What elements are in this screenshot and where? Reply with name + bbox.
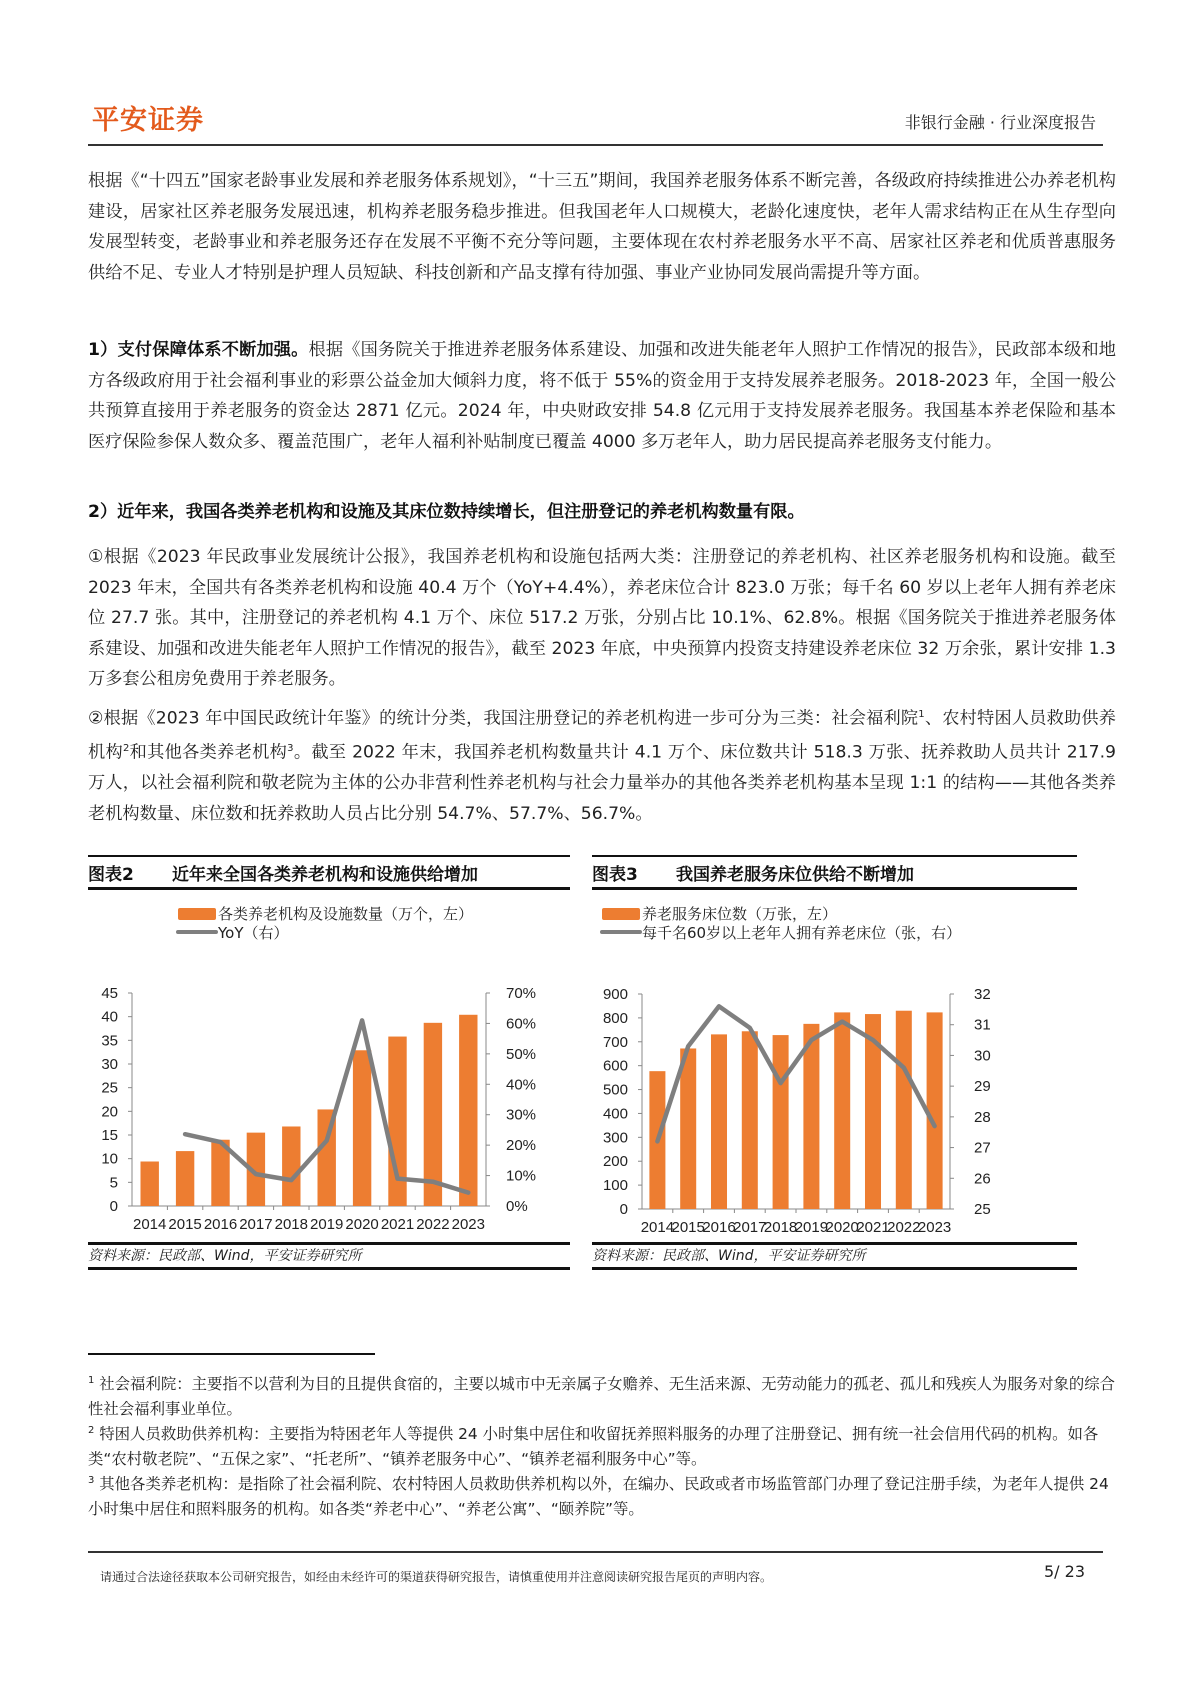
left-tick-label: 30 bbox=[101, 1056, 118, 1073]
left-tick-label: 40 bbox=[101, 1008, 118, 1026]
left-tick-label: 45 bbox=[101, 985, 118, 1002]
footnote-3-number: 3 bbox=[88, 1475, 95, 1486]
right-tick-label: 30% bbox=[506, 1106, 537, 1124]
footnote-3-text: 其他各类养老机构：是指除了社会福利院、农村特困人员救助供养机构以外，在编办、民政或者市场监管部门办理了登记注册手续，为老年人提供 24 小时集中居住和照料服务的机构。如各类“养老中心”、“养老公寓”、“颐养院”等。 bbox=[88, 1475, 1109, 1519]
left-tick-label: 300 bbox=[602, 1129, 628, 1147]
footnote-1-text: 社会福利院：主要指不以营利为目的且提供食宿的，主要以城市中无亲属子女赡养、无生活来源、无劳动能力的孤老、孤儿和残疾人为服务对象的综合性社会福利事业单位。 bbox=[88, 1375, 1116, 1419]
figure-3-title: 我国养老服务床位供给不断增加 bbox=[676, 864, 914, 885]
right-tick-label: 20% bbox=[506, 1137, 537, 1155]
left-tick-label: 35 bbox=[101, 1032, 118, 1050]
left-tick-label: 25 bbox=[101, 1079, 118, 1097]
paragraph-payment-heading: 1）支付保障体系不断加强。 bbox=[88, 340, 309, 360]
figure-3 bbox=[592, 855, 1077, 1275]
yearbook-text-a: ②根据《2023 年中国民政统计年鉴》的统计分类，我国注册登记的养老机构进一步可分为三类：社会福利院 bbox=[88, 708, 919, 729]
figure-2 bbox=[88, 855, 570, 1275]
bar bbox=[896, 1011, 912, 1209]
left-tick-label: 15 bbox=[101, 1127, 118, 1144]
left-tick-label: 200 bbox=[602, 1153, 628, 1171]
bar bbox=[742, 1031, 758, 1209]
bar bbox=[773, 1035, 789, 1209]
right-tick-label: 70% bbox=[506, 985, 537, 1002]
left-tick-label: 5 bbox=[109, 1174, 118, 1192]
left-tick-label: 700 bbox=[602, 1033, 628, 1051]
figure-2-title: 近年来全国各类养老机构和设施供给增加 bbox=[172, 864, 478, 885]
right-tick-label: 29 bbox=[974, 1078, 991, 1096]
left-tick-label: 20 bbox=[101, 1103, 118, 1121]
footnote-3 bbox=[88, 1468, 1118, 1522]
footer-divider bbox=[88, 1551, 1103, 1553]
chart-legend bbox=[602, 905, 961, 942]
footnote-ref-1[interactable]: 1 bbox=[918, 709, 925, 720]
left-tick-label: 0 bbox=[109, 1198, 118, 1215]
right-tick-label: 27 bbox=[974, 1139, 991, 1157]
right-tick-label: 26 bbox=[974, 1170, 991, 1188]
paragraph-intro: 根据《“十四五”国家老龄事业发展和养老服务体系规划》，“十三五”期间，我国养老服务体系不断完善，各级政府持续推进公办养老机构建设，居家社区养老服务发展迅速，机构养老服务稳步推进。但我国老年人口规模大，老龄化速度快，老年人需求结构正在从生存型向发展型转变，老龄事业和养老服务还存在发展不平衡不充分等问题，主要体现在农村养老服务水平不高、居家社区养老和优质普惠服务供给不足、专业人才特别是护理人员短缺、科技创新和产品支撑有待加强、事业产业协同发展尚需提升等方面。 bbox=[88, 171, 1116, 283]
right-tick-label: 40% bbox=[506, 1076, 537, 1094]
right-tick-label: 0% bbox=[506, 1198, 528, 1215]
yearbook-text-d: 。截至 2022 年末，我国养老机构数量共计 4.1 万个、床位数共计 518.3 万张、抚养救助人员共计 217.9 万人，以社会福利院和敬老院为主体的公办非营利性养老机构与社会力量举办的其他各类养老机构基本呈现 1:1 的结构——其他各类养老机构数量、床位数和抚养救助人员占比分别 54.7%、57.7%、56.7%。 bbox=[88, 742, 1116, 824]
paragraph-payment bbox=[88, 335, 1116, 457]
left-tick-label: 400 bbox=[602, 1105, 628, 1123]
bar bbox=[459, 1015, 477, 1206]
page-number: 5/ 23 bbox=[1043, 1562, 1085, 1581]
bar bbox=[353, 1050, 371, 1206]
figure-2-source: 资料来源：民政部、Wind，平安证券研究所 bbox=[88, 1242, 570, 1270]
right-tick-label: 50% bbox=[506, 1045, 537, 1063]
legend-label-bar: 养老服务床位数（万张，左） bbox=[642, 905, 838, 923]
right-tick-label: 32 bbox=[974, 986, 991, 1003]
bar bbox=[424, 1023, 442, 1206]
left-tick-label: 0 bbox=[619, 1201, 628, 1218]
right-tick-label: 10% bbox=[506, 1167, 537, 1185]
paragraph-payment-body: 根据《国务院关于推进养老服务体系建设、加强和改进失能老年人照护工作情况的报告》，民政部本级和地方各级政府用于社会福利事业的彩票公益金加大倾斜力度，将不低于 55%的资金用于支持发展养老服务。2018-2023 年，全国一般公共预算直接用于养老服务的资金达 2871 亿元。2024 年，中央财政安排 54.8 亿元用于支持发展养老服务。我国基本养老保险和基本医疗保险参保人数众多、覆盖范围广，老年人福利补贴制度已覆盖 4000 多万老年人，助力居民提高养老服务支付能力。 bbox=[88, 340, 1116, 452]
company-logo: 平安证券 bbox=[92, 105, 204, 136]
x-tick-label: 2018 bbox=[274, 1216, 308, 1233]
figure-3-source: 资料来源：民政部、Wind，平安证券研究所 bbox=[592, 1242, 1077, 1270]
header-divider bbox=[88, 144, 1103, 146]
figure-3-number: 图表3 bbox=[592, 864, 638, 885]
left-tick-label: 100 bbox=[602, 1177, 628, 1195]
x-tick-label: 2019 bbox=[310, 1216, 344, 1233]
x-tick-label: 2021 bbox=[856, 1219, 890, 1236]
report-category: 非银行金融 · 行业深度报告 bbox=[904, 113, 1096, 132]
x-tick-label: 2016 bbox=[702, 1219, 736, 1236]
bar bbox=[140, 1162, 158, 1206]
right-tick-label: 28 bbox=[974, 1108, 991, 1126]
left-tick-label: 900 bbox=[602, 986, 628, 1003]
x-tick-label: 2019 bbox=[794, 1219, 829, 1236]
yearbook-text-b: 、农村特困人员救助供养机构 bbox=[88, 708, 1116, 763]
x-tick-label: 2023 bbox=[451, 1216, 485, 1233]
paragraph-bulletin: ①根据《2023 年民政事业发展统计公报》，我国养老机构和设施包括两大类：注册登记的养老机构、社区养老服务机构和设施。截至 2023 年末，全国共有各类养老机构和设施 40.4 万个（YoY+4.4%），养老床位合计 823.0 万张；每千名 60 岁以上老年人拥有养老床位 27.7 张。其中，注册登记的养老机构 4.1 万个、床位 517.2 万张，分别占比 10.1%、62.8%。根据《国务院关于推进养老服务体系建设、加强和改进失能老年人照护工作情况的报告》，截至 2023 年底，中央预算内投资支持建设养老床位 32 万余张，累计安排 1.3 万多套公租房免费用于养老服务。 bbox=[88, 547, 1116, 689]
chart-beds bbox=[592, 893, 1077, 1238]
left-tick-label: 10 bbox=[101, 1150, 118, 1168]
bar bbox=[680, 1048, 696, 1209]
chart-legend bbox=[178, 905, 473, 942]
x-tick-label: 2018 bbox=[763, 1219, 798, 1236]
footnote-1-number: 1 bbox=[88, 1375, 95, 1386]
footnote-1 bbox=[88, 1368, 1118, 1422]
figure-2-title-bar bbox=[88, 855, 570, 890]
left-tick-label: 800 bbox=[602, 1009, 628, 1027]
x-tick-label: 2015 bbox=[168, 1216, 202, 1233]
right-tick-label: 31 bbox=[974, 1016, 991, 1034]
x-tick-label: 2017 bbox=[239, 1216, 273, 1233]
figure-3-title-bar bbox=[592, 855, 1077, 890]
bar bbox=[711, 1034, 727, 1209]
x-tick-label: 2017 bbox=[733, 1219, 767, 1236]
bar bbox=[176, 1151, 194, 1206]
x-tick-label: 2014 bbox=[640, 1219, 675, 1236]
chart-institutions bbox=[88, 893, 570, 1238]
x-tick-label: 2016 bbox=[203, 1216, 238, 1233]
x-tick-label: 2023 bbox=[917, 1219, 952, 1236]
legend-label-line: 每千名60岁以上老年人拥有养老床位（张，右） bbox=[642, 924, 962, 942]
footnote-2 bbox=[88, 1418, 1118, 1472]
right-tick-label: 30 bbox=[974, 1047, 991, 1065]
footnote-divider bbox=[88, 1353, 375, 1355]
footnote-2-text: 特困人员救助供养机构：主要指为特困老年人等提供 24 小时集中居住和收留抚养照料服务的办理了注册登记、拥有统一社会信用代码的机构。如各类“农村敬老院”、“五保之家”、“托老所”、“镇养老服务中心”、“镇养老福利服务中心”等。 bbox=[88, 1425, 1099, 1469]
growth-heading-text: 2）近年来，我国各类养老机构和设施及其床位数持续增长，但注册登记的养老机构数量有限。 bbox=[88, 502, 805, 522]
x-tick-label: 2021 bbox=[380, 1216, 415, 1233]
yearbook-text-c: 和其他各类养老机构 bbox=[129, 742, 288, 763]
footnote-2-number: 2 bbox=[88, 1425, 95, 1436]
legend-swatch-bar bbox=[178, 908, 216, 920]
right-tick-label: 60% bbox=[506, 1015, 537, 1033]
paragraph-yearbook bbox=[88, 700, 1116, 829]
footnote-ref-2[interactable]: 2 bbox=[123, 743, 130, 755]
left-tick-label: 500 bbox=[602, 1081, 628, 1099]
right-tick-label: 25 bbox=[974, 1201, 991, 1218]
bar bbox=[834, 1012, 850, 1209]
x-tick-label: 2014 bbox=[133, 1216, 167, 1233]
x-tick-label: 2020 bbox=[345, 1216, 379, 1233]
paragraph-growth-heading bbox=[88, 497, 1116, 528]
x-tick-label: 2022 bbox=[416, 1216, 450, 1233]
x-tick-label: 2015 bbox=[671, 1219, 705, 1236]
legend-swatch-bar bbox=[602, 908, 640, 920]
bar bbox=[282, 1126, 300, 1206]
left-tick-label: 600 bbox=[602, 1057, 628, 1075]
legend-label-line: YoY（右） bbox=[218, 924, 289, 942]
x-tick-label: 2020 bbox=[825, 1219, 859, 1236]
footer-disclaimer: 请通过合法途径获取本公司研究报告，如经由未经许可的渠道获得研究报告，请慎重使用并注意阅读研究报告尾页的声明内容。 bbox=[100, 1570, 773, 1584]
footnote-ref-3[interactable]: 3 bbox=[287, 743, 294, 755]
figure-2-number: 图表2 bbox=[88, 864, 134, 885]
series-line bbox=[657, 1006, 934, 1141]
x-tick-label: 2022 bbox=[887, 1219, 921, 1236]
legend-label-bar: 各类养老机构及设施数量（万个，左） bbox=[218, 905, 474, 923]
